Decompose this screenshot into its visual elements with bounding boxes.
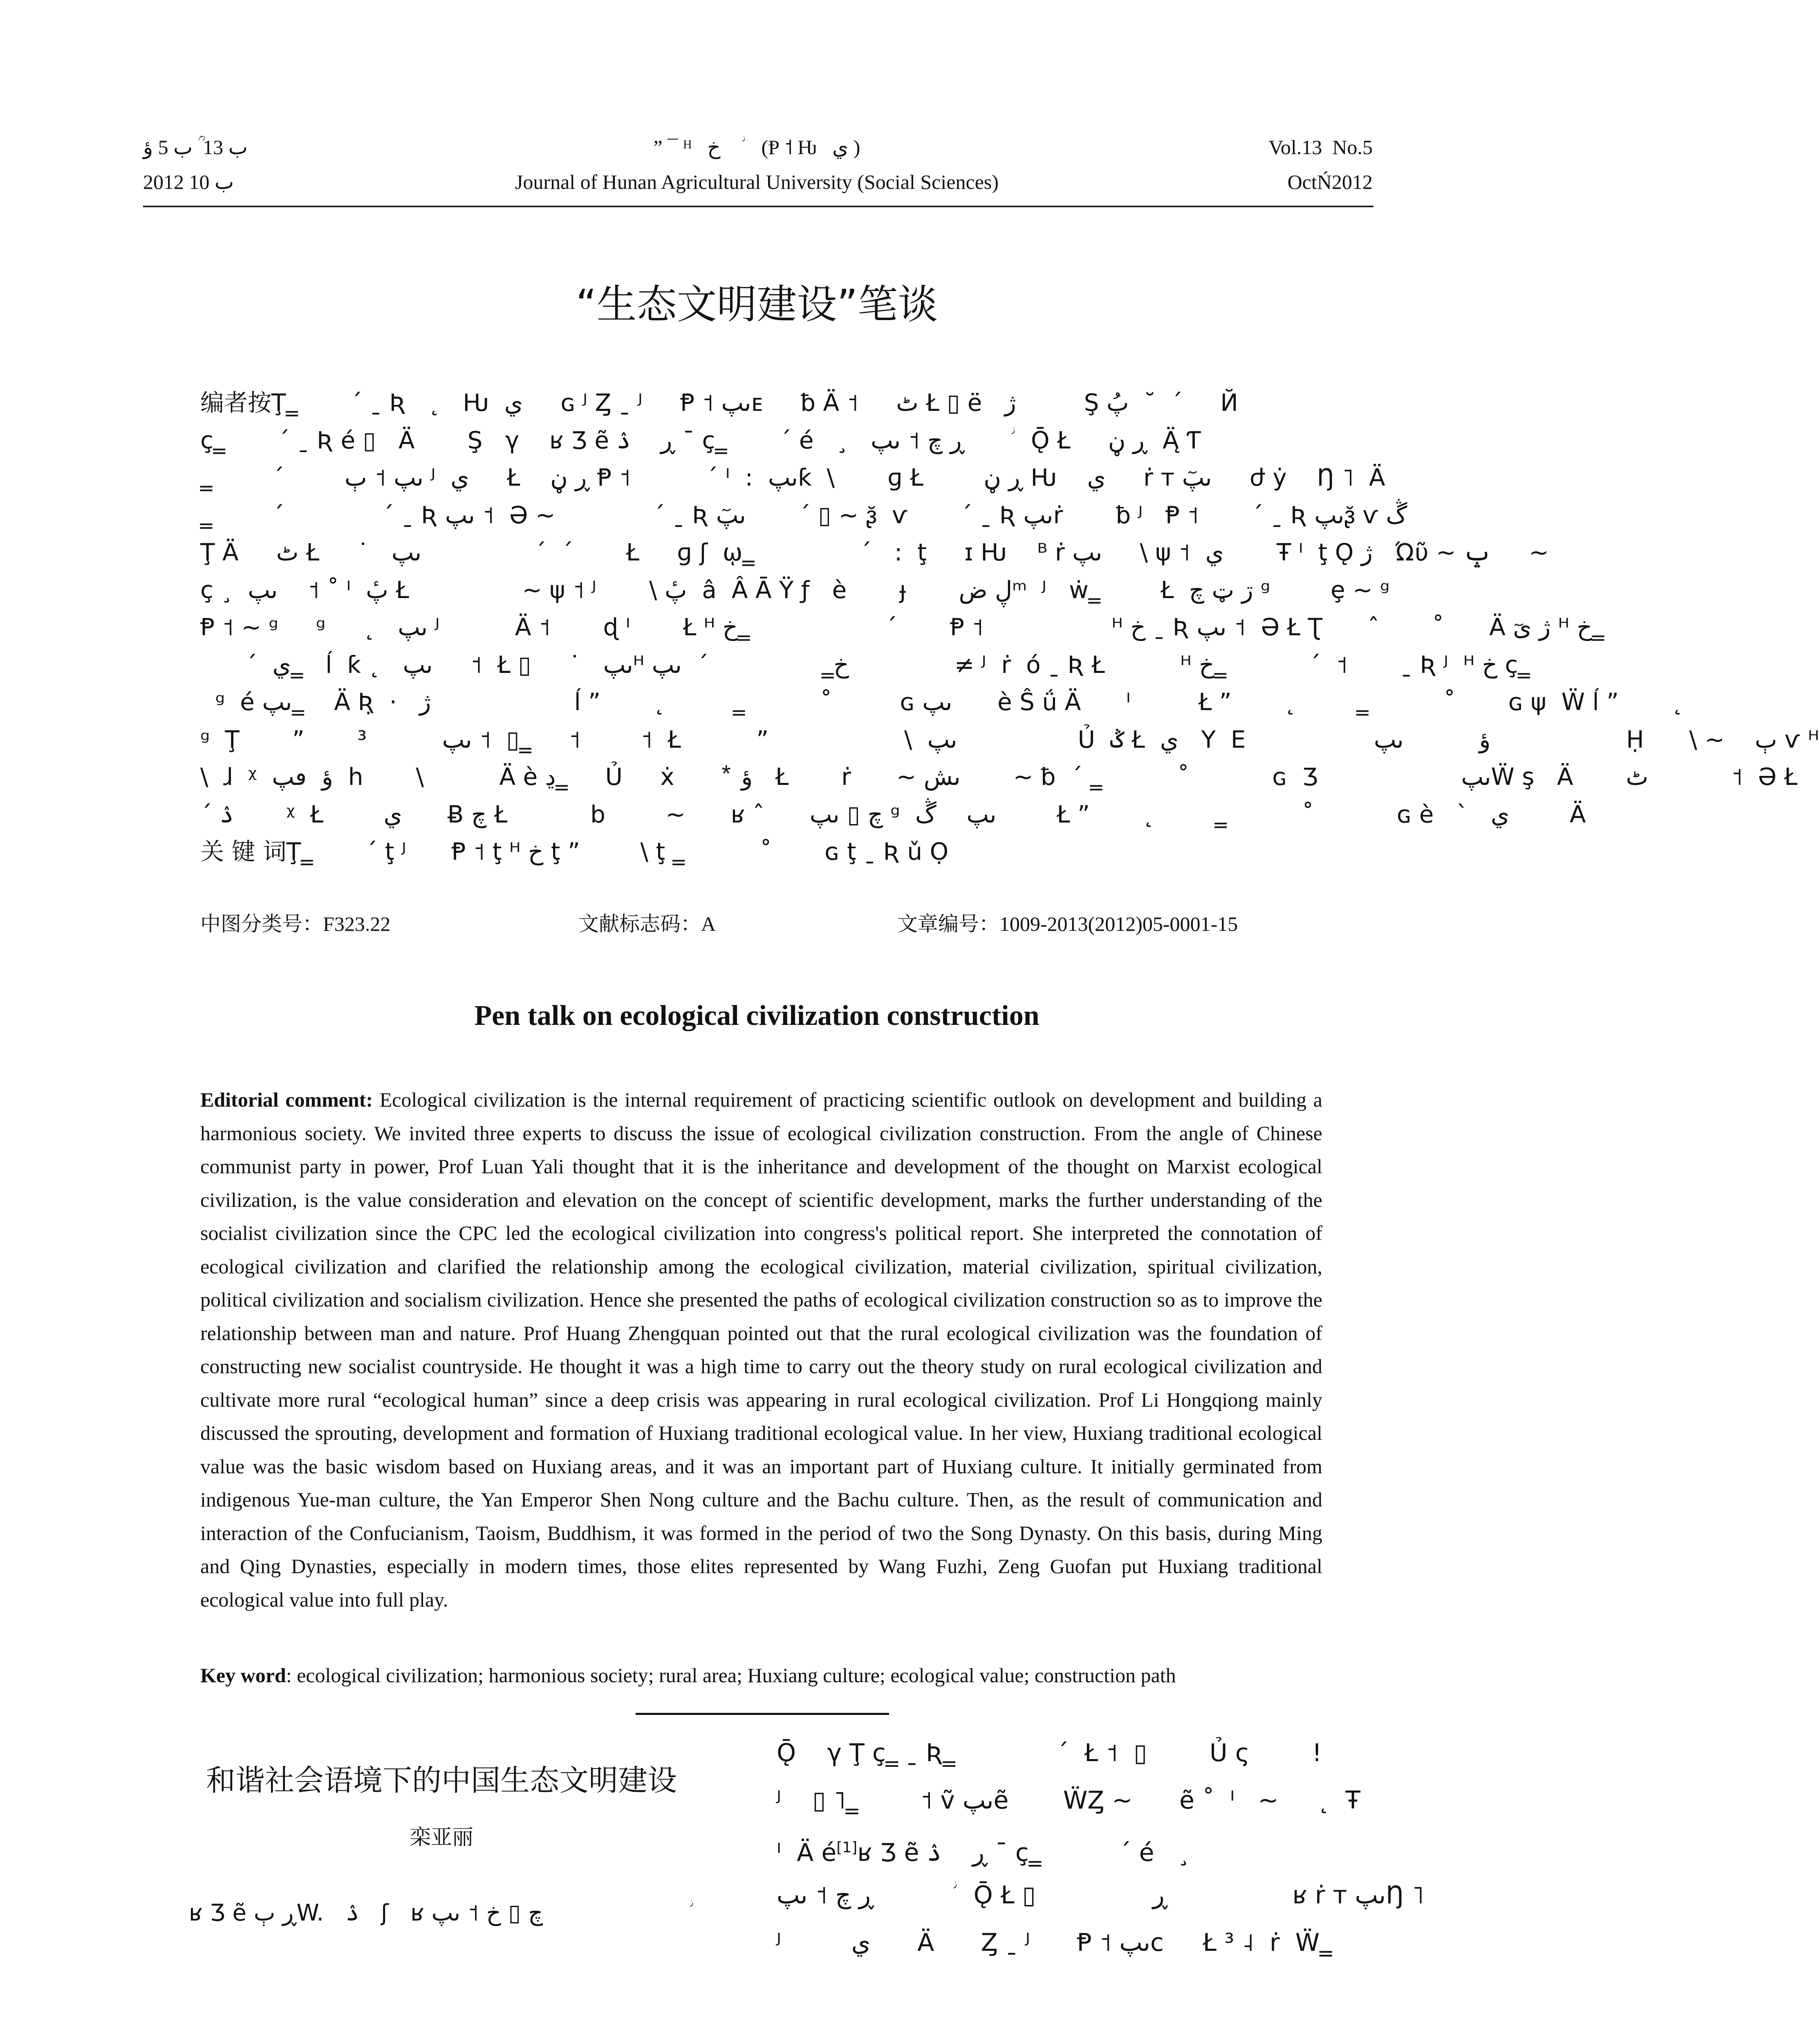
body-text: ʁ Ʒ ẽ ڕ ۮ ¯ ç‗ ˊ é ¸ [857, 1838, 1190, 1867]
editor-note [200, 384, 1819, 871]
keywords-en [200, 1659, 1322, 1692]
body-text: ᴵ Ä é [777, 1838, 837, 1867]
journal-title-cn: ” ¯ ᴴ خ ؗ (Ᵽ ˦ Ƕ ي ) [653, 136, 860, 159]
editor-note-line: ‗ ˊ ˊ ˍ Ʀ ىپ ˦ Ə ~ ˊ ˍ Ʀ ىپٓ ˊ ▯ ~ ᶔ̆ ѵ ˊ ˍ Ʀ ىپṙ ƀ ᴶ Ᵽ ˦ ˊ ˍ Ʀ ىپᶔ̆ ѵ ڴ [200, 501, 1407, 529]
body-line: ᴶ ▯ ˥‗ ˦ ṽ ىپẽ ẄȤ ~ ẽ ˚ ᴵ ~ ˛ Ŧ [777, 1786, 1361, 1815]
keywords-cn-text: Ţ‗ ˊ ţ ᴶ Ᵽ ˦ ţ ᴴ خ ţ ” \ ţ ‗ ˚ ɢ ţ ˍ Ʀ ǔ Ọ [286, 838, 949, 865]
editor-note-line: Ᵽ ˦ ~ ᵍ ᵍ ˛ ىپ ᴶ Ä ˦ ɖ ᴵ Ł ᴴ خ‗ ˊ Ᵽ ˦ ᴴ خ ˍ Ʀ ىپ ˦ Ə Ł Ʈ ˆ ˚ Ä ژ ىٓ ᴴ خ‗ [200, 613, 1604, 641]
editor-note-line: \ ɺ ᵡ ؤ ٯپ h \ Ä è ڍ‗ Ủ ẋ ⃰ ؤ Ł ṙ ~ ىش ~ ƀ ˊ ‗ ˚ ɢ Ʒ ىپẄ ş Ä ٹ ˦ Ə Ł [200, 763, 1798, 791]
body-line: Ǭ γ Ţ ç‗ ˍ Ʀ‗ ˊ Ł ˦ ▯ Ủ ς ! [777, 1739, 1322, 1767]
editor-note-line: ‗ ˊ ىپ ˦ ٻ ᴶ ي Ł ڕ ڼ Ᵽ ˦ ˊ ᴵ : ىپƙ \ ɡ Ł ڕ ڼ Ƕ ي ṙ ᴛ ىپٓ ժ ẏ Ŋ ˥ Ä [200, 464, 1385, 491]
keywords-en-label: Key word [200, 1664, 286, 1687]
editor-note-line [200, 384, 1341, 422]
body-line [777, 1824, 1373, 1871]
issue-number-cn: ب 13 ؒ ب 5 ؤ [143, 136, 248, 159]
volume-number: Vol.13 No.5 [1268, 136, 1373, 159]
editor-note-line: ç ¸ ىپ ˦ ˚ ᴵ پٔ Ł ~ ψ ˦ ᴶ \ پٔ â Â Ā Ϋ ƒ è ɟ ڸ ضᵐ ᴶ ẇ‗ Ł ڗ ټ چ ᵍ ȩ ~ ᵍ [200, 576, 1390, 604]
editorial-comment-label: Editorial comment: [200, 1088, 373, 1111]
section-separator [636, 1713, 889, 1715]
article-author: 栾亚丽 [409, 1825, 473, 1850]
article-body [777, 1729, 1424, 1966]
editor-note-label: 编者按 [200, 389, 272, 417]
document-code: 文献标志码：A [578, 912, 716, 935]
header-rule [143, 206, 1373, 207]
editor-note-line: ˊ ي‗ ĺ ƙ ˛ ىپ ˦ Ł ▯ ˙ ىپᴴ خ‗ ˊ ىپ ≠ ᴶ ṙ ó ˍ Ʀ Ł ᴴ خ‗ ˊ ˦ ˍ Ʀ ᴶ ᴴ خ ç‗ [200, 650, 1530, 679]
keywords-en-text: : ecological civilization; harmonious society; rural area; Huxiang culture; ecological value; construction path [286, 1664, 1176, 1687]
issue-date-cn: 2012 ب 10 [143, 170, 234, 193]
keywords-cn-label: 关 键 词 [200, 838, 287, 865]
citation-ref: [1] [836, 1839, 858, 1856]
journal-title-en: Journal of Hunan Agricultural University (Social Sciences) [515, 170, 999, 193]
body-line: ᴶ ي Ä Ȥ ˍ ᴶ Ᵽ ˦ ىپc Ł ³ ˨ ṙ Ẅ‗ [777, 1928, 1332, 1957]
editor-note-line: ᵍ é ىپ‗ Ä Ʀ̣ · ژ ĺ ” ˛ ‗ ˚ ɢ ىپ è Ŝ ǘ Ä ᴵ Ł ” ˛ ‗ ˚ ɢ ψ Ẅ ĺ ” ˛ [200, 688, 1684, 716]
page-title-en: Pen talk on ecological civilization construction [474, 1000, 1039, 1031]
editor-note-line: Ţ Ä ٹ Ł ˙ ىپ ˊ ˊ Ł ɡ ʃ ῳ‗ ˊ : ţ ɪ Ƕ ᴮ ṙ ىپ \ ψ ˦ ي Ŧ ᴵ ţ Ǫ ژ Ώῦ ~ ݒ ~ [200, 538, 1549, 566]
editorial-comment-text: Ecological civilization is the internal requirement of practicing scientific outlook on development and building a harmonious society. We invited three experts to discuss the issue of ecological civilization construction. From the angle of Chinese communist party in power, Prof Luan Yali thought that it is the inheritance and development of the thought on Marxist ecological civilization, is the value consideration and elevation on the concept of scientific development, marks the further understanding of the socialist civilization since the CPC led the ecological civilization into congress's political report. She interpreted the connotation of ecological civilization and clarified the relationship among the ecological civilization, material civilization, spiritual civilization, political civilization and socialism civilization. Hence she presented the paths of ecological civilization construction so as to improve the relationship between man and nature. Prof Huang Zhengquan pointed out that the rural ecological civilization was the foundation of constructing new socialist countryside. He thought it was a high time to carry out the theory study on rural ecological civilization and cultivate more rural “ecological human” since a deep crisis was appearing in rural ecological civilization. Prof Li Hongqiong mainly discussed the sprouting, development and formation of Huxiang traditional ecological value. In her view, Huxiang traditional ecological value was the basic wisdom based on Huxiang areas, and it was an important part of Huxiang culture. It initially germinated from indigenous Yue-man culture, the Yan Emperor Shen Nong culture and the Bachu culture. Then, as the result of communication and interaction of the Confucianism, Taoism, Buddhism, it was formed in the period of two the Song Dynasty. On this basis, during Ming and Qing Dynasties, especially in modern times, those elites represented by Wang Fuzhi, Zeng Guofan put Huxiang traditional ecological value into full play. [200, 1088, 1322, 1611]
clc-number: 中图分类号：F323.22 [200, 912, 391, 935]
editor-note-line: ᵍ Ţ ” ³ ىپ ˦ ▯‗ ˦ ˦ Ł ” \ ىپ Ủ ݣ Ł ي Y E ؤ ىپ Ḥ \ ~ ٻ ѵ ᴴ [200, 725, 1819, 753]
article-title: 和谐社会语境下的中国生态文明建设 [206, 1763, 677, 1797]
page-title-cn: “生态文明建设”笔谈 [576, 281, 938, 328]
article-number: 文章编号：1009-2013(2012)05-0001-15 [897, 912, 1238, 935]
keywords-cn [200, 833, 1341, 871]
editor-note-line: ç‗ ˊ ˍ Ʀ é ▯ Ä Ş γ ʁ Ʒ ẽ ڕ ۮ ¯ ç‗ ˊ é ¸ ڕ چ ˦ ىپ ؗ Ǭ Ł ڕ ڼ Ą̈ Ƭ [200, 426, 1201, 454]
body-line: ڕ چ ˦ ىپ ؗ Ǭ Ł ▯ ڕ ʁ ṙ ᴛ ىپŊ ˥ [777, 1881, 1424, 1910]
editorial-comment [200, 1083, 1322, 1616]
editor-note-line: ˊ ۮ ᵡ Ł ي Ƀ چ Ł b ~ ʁ ˆ چ ▯ ىپ ᵍ ىپ ڴ Ł ” ˛ ‗ ˚ ɢ è ˋ ي Ä [200, 800, 1586, 828]
editor-note-text: Ţ‗ ˊ ˍ Ʀ ˛ Ƕ ي ɢ ᴶ Ȥ ˍ ᴶ Ᵽ ˦ ىپᴇ ƀ Ä ˦ ٹ Ł ▯ ë ژ Ş پُ ˘ ˊ Й [271, 389, 1238, 417]
issue-date-en: OctŃ2012 [1287, 170, 1373, 193]
article-affiliation: ʁ Ʒ ẽ ڕ ٻW. ۮ ʃ ʁ چ ▯ خ ˦ ىپ ؗ [188, 1900, 694, 1926]
